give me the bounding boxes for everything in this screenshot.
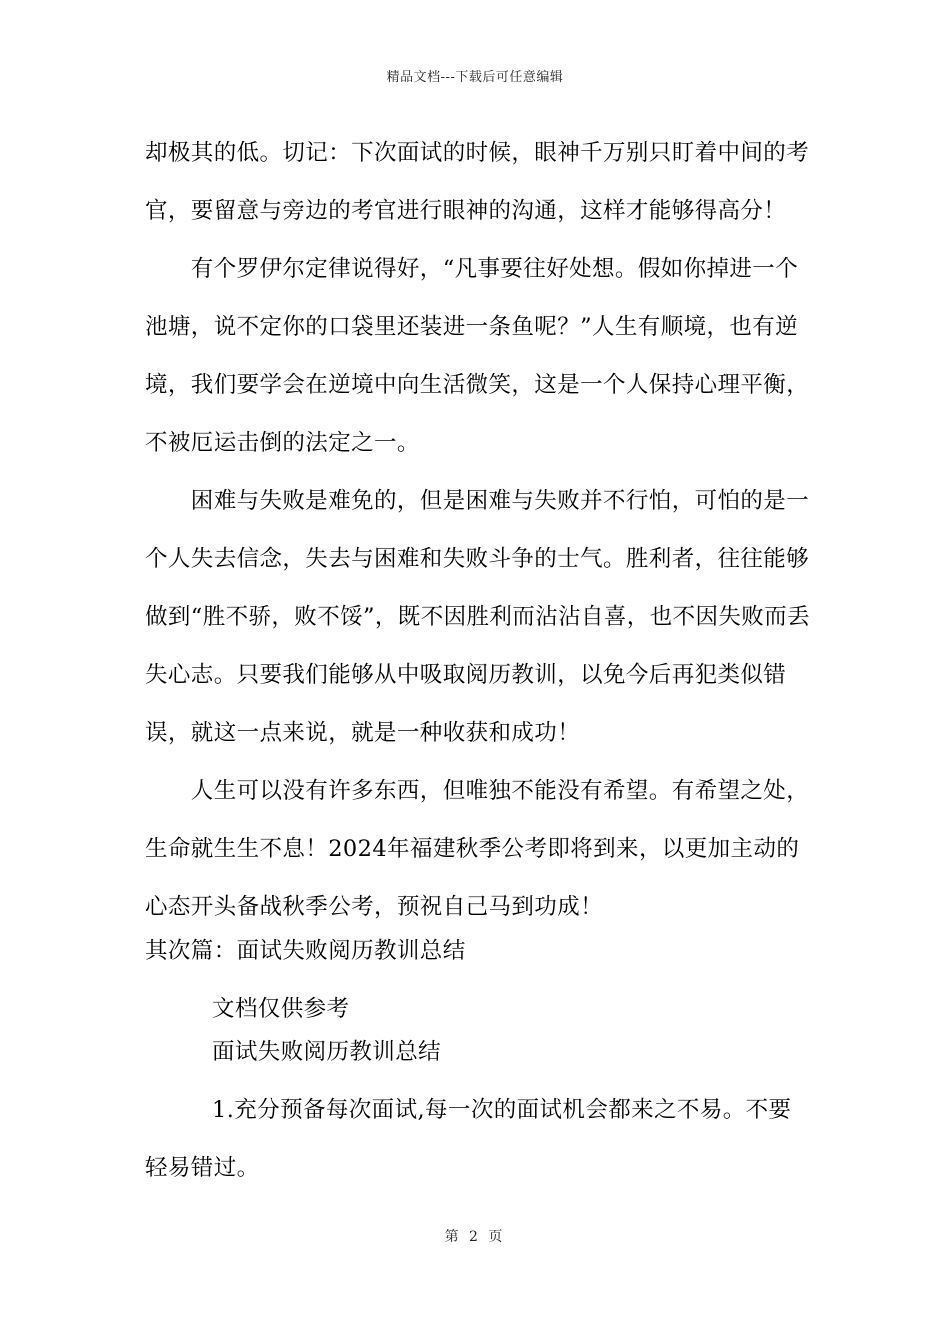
section-title: 其次篇：面试失败阅历教训总结 xyxy=(145,938,466,964)
note-line: 文档仅供参考 xyxy=(212,996,350,1022)
page-header: 精品文档---下载后可任意编辑 xyxy=(386,70,564,85)
paragraph-3: 困难与失败是难免的，但是困难与失败并不行怕，可怕的是一个人失去信念，失去与困难和失败斗争的士气。胜利者，往往能够做到“胜不骄，败不馁”，既不因胜利而沾沾自喜，也不因失败而丢失心志。只要我们能够从中吸取阅历教训，以免今后再犯类似错误，就这一点来说，就是一种收获和成功！ xyxy=(145,488,811,746)
paragraph-1: 却极其的低。切记：下次面试的时候，眼神千万别只盯着中间的考官，要留意与旁边的考官进行眼神的沟通，这样才能够得高分！ xyxy=(145,140,810,224)
subtitle-line: 面试失败阅历教训总结 xyxy=(212,1039,442,1065)
document-body xyxy=(145,124,813,936)
paragraph-4: 人生可以没有许多东西，但唯独不能没有希望。有希望之处，生命就生生不息！2024年福建秋季公考即将到来，以更加主动的心态开头备战秋季公考，预祝自己马到功成！ xyxy=(145,778,810,920)
paragraph-2: 有个罗伊尔定律说得好，“凡事要往好处想。假如你掉进一个池塘，说不定你的口袋里还装进一条鱼呢？”人生有顺境，也有逆境，我们要学会在逆境中向生活微笑，这是一个人保持心理平衡，不被厄运击倒的法定之一。 xyxy=(145,256,810,456)
list-item-1: 1.充分预备每次面试,每一次的面试机会都来之不易。不要轻易错过。 xyxy=(145,1097,792,1181)
page-number: 第 2 页 xyxy=(444,1229,506,1245)
subtitle-and-list xyxy=(145,1023,813,1197)
